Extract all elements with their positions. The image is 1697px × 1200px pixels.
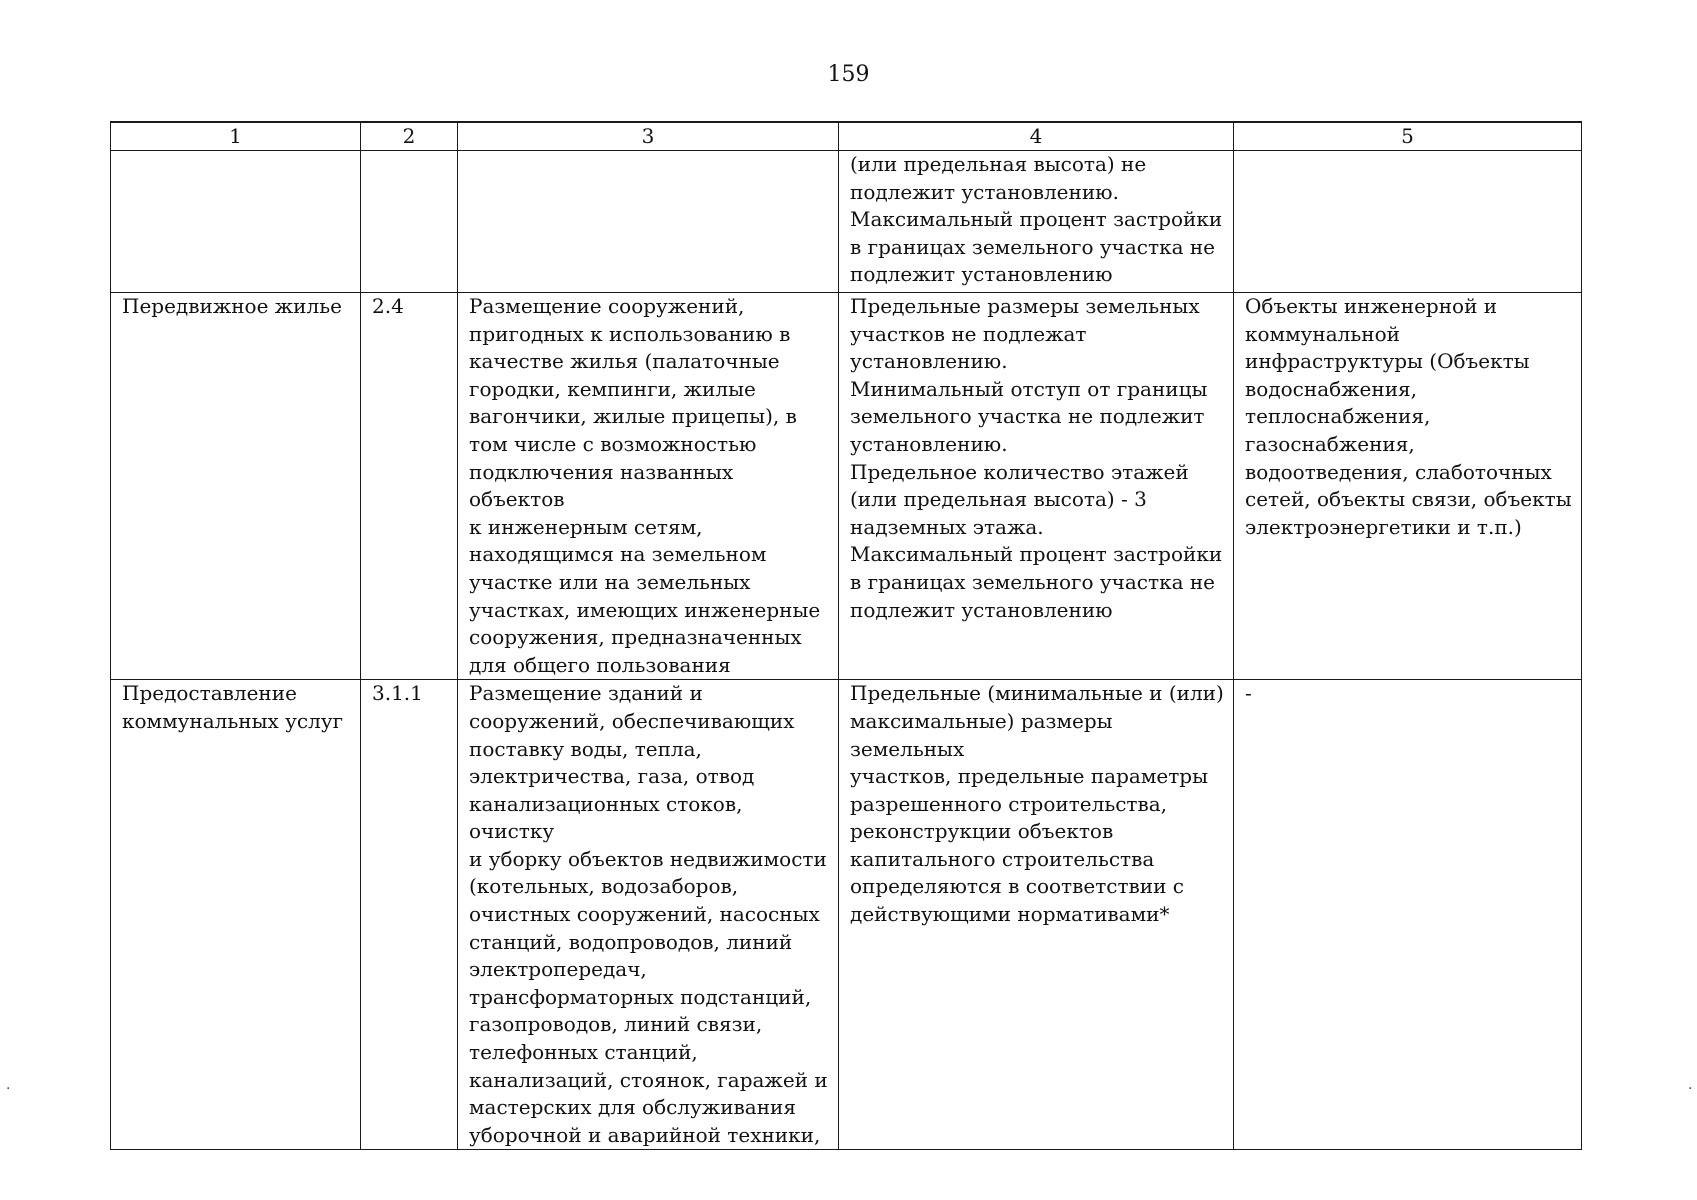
table-row-continuation — [111, 151, 1582, 293]
use-name-text: Передвижное жилье — [122, 294, 342, 318]
cell-use-code — [361, 293, 458, 680]
column-header-2: 2 — [361, 122, 458, 151]
cell-restrictions — [1234, 680, 1582, 1150]
cell-use-code — [361, 151, 458, 293]
cell-use-description — [458, 680, 839, 1150]
restrictions-text: - — [1245, 681, 1252, 706]
use-description-text: Размещение зданий и сооружений, обеспечивающих поставку воды, тепла, электричества, газа, отвод канализационных стоков, очистку и уборку объектов недвижимости (котельных, водозаборов, очистных сооружений, насосных станций, водопроводов, линий электропередач, трансформаторных подстанций, газопроводов, линий связи, телефонных станций, канализаций, стоянок, гаражей и мастерских для обслуживания уборочной и аварийной техники, — [469, 681, 828, 1147]
cell-parameters — [839, 293, 1234, 680]
table-row-utility-services — [111, 680, 1582, 1150]
column-header-1: 1 — [111, 122, 361, 151]
use-code-text: 3.1.1 — [372, 681, 423, 706]
parameters-text: Предельные размеры земельных участков не подлежат установлению. Минимальный отступ от границы земельного участка не подлежит установлению. Предельное количество этажей (или предельная высота) - 3 надземных этажа. Максимальный процент застройки в границах земельного участка не подлежит установлению — [850, 294, 1223, 622]
cell-parameters — [839, 680, 1234, 1150]
cell-use-name — [111, 293, 361, 680]
cell-restrictions — [1234, 293, 1582, 680]
cell-use-name — [111, 680, 361, 1150]
use-code-text: 2.4 — [372, 294, 404, 318]
use-description-text: Размещение сооружений, пригодных к использованию в качестве жилья (палаточные городки, кемпинги, жилые вагончики, жилые прицепы), в том числе с возможностью подключения названных объектов к инженерным сетям, находящимся на земельном участке или на земельных участках, имеющих инженерные сооружения, предназначенных для общего пользования — [469, 294, 821, 677]
page-number: 159 — [827, 62, 870, 87]
table-header-row — [111, 122, 1582, 151]
cell-use-name — [111, 151, 361, 293]
column-header-3: 3 — [458, 122, 839, 151]
cell-use-description — [458, 151, 839, 293]
cell-restrictions — [1234, 151, 1582, 293]
parameters-text: (или предельная высота) не подлежит установлению. Максимальный процент застройки в границах земельного участка не подлежит установлению — [850, 152, 1223, 287]
cell-use-code — [361, 680, 458, 1150]
restrictions-text: Объекты инженерной и коммунальной инфраструктуры (Объекты водоснабжения, теплоснабжения, газоснабжения, водоотведения, слаботочных сетей, объекты связи, объекты электроэнергетики и т.п.) — [1245, 294, 1572, 539]
parameters-text: Предельные (минимальные и (или) максимальные) размеры земельных участков, предельные параметры разрешенного строительства, реконструкции объектов капитального строительства определяются в соответствии с действующими нормативами* — [850, 681, 1224, 927]
scan-edge-mark-right: · — [1688, 1081, 1693, 1097]
cell-parameters — [839, 151, 1234, 293]
scan-edge-mark-left: · — [6, 1081, 11, 1097]
cell-use-description — [458, 293, 839, 680]
table-row-mobile-housing — [111, 293, 1582, 680]
column-header-5: 5 — [1234, 122, 1582, 151]
column-header-4: 4 — [839, 122, 1234, 151]
land-use-regulations-table — [110, 121, 1582, 1150]
use-name-text: Предоставление коммунальных услуг — [122, 681, 344, 733]
